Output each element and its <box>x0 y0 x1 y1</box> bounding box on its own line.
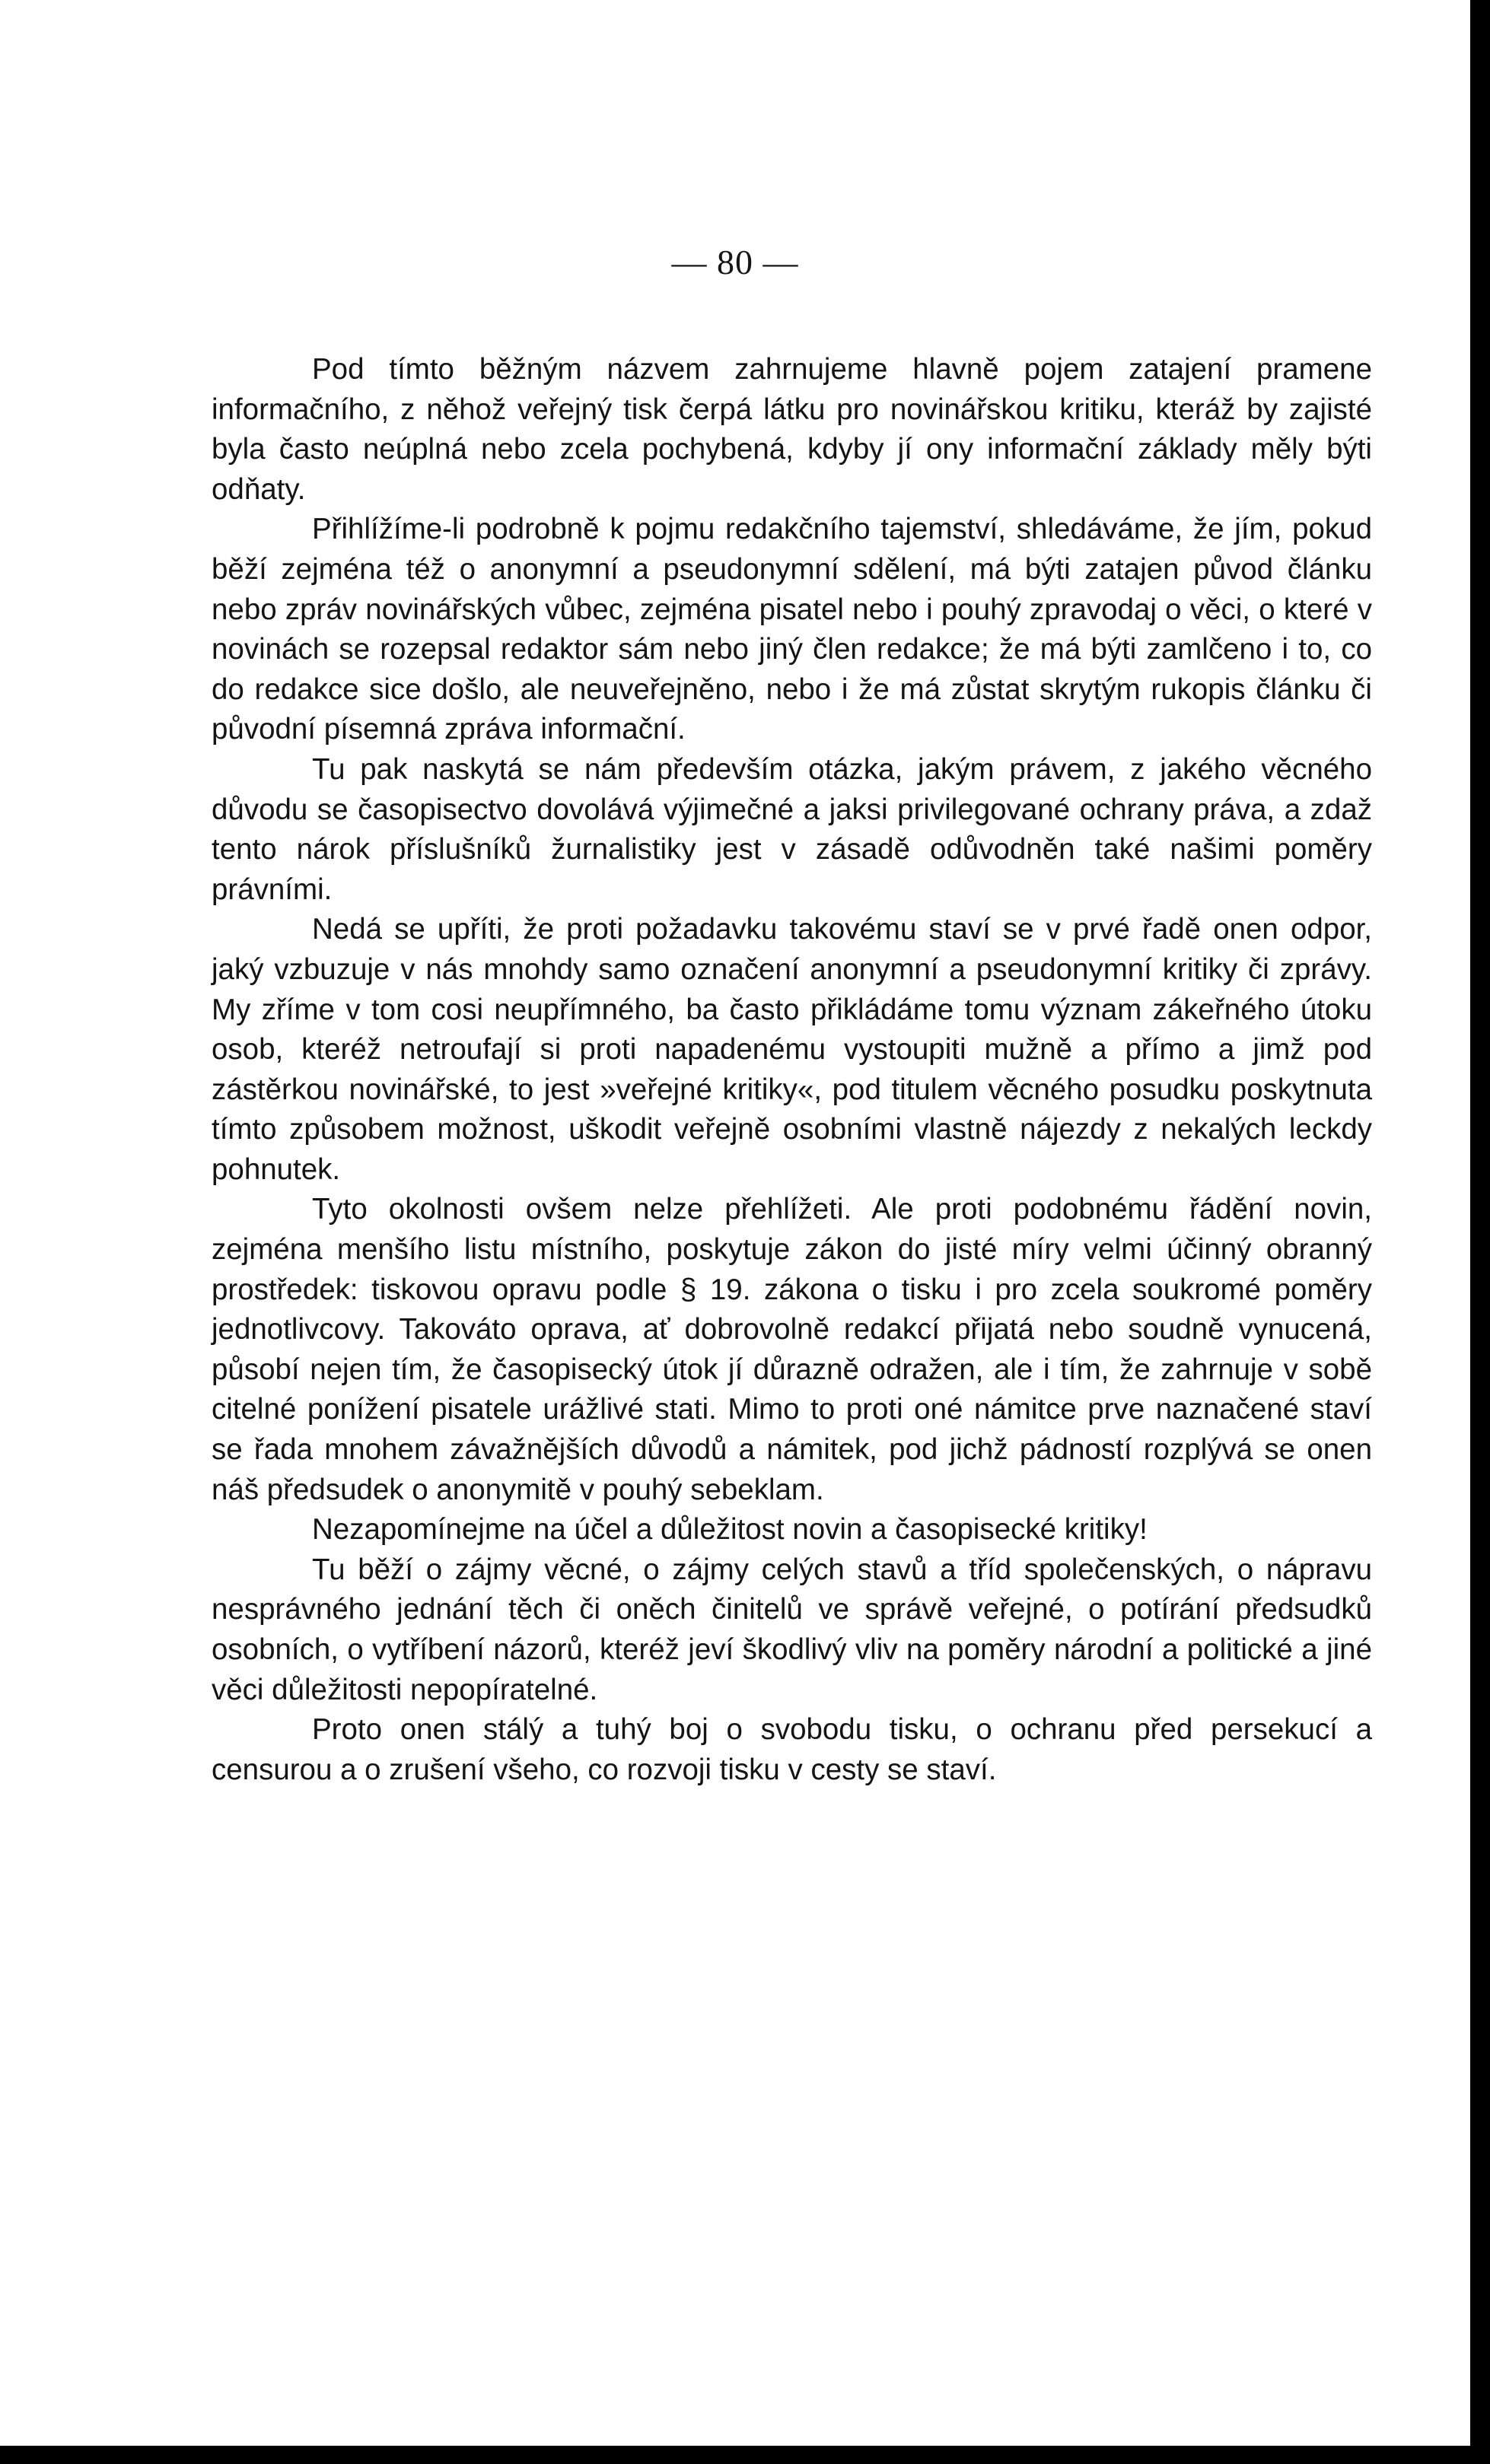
body-text <box>212 350 1372 1790</box>
paragraph-1: Pod tímto běžným názvem zahrnujeme hlavně pojem zatajení pramene informačního, z něhož veřejný tisk čerpá látku pro novinářskou kritiku, kteráž by zajisté byla často neúplná nebo zcela pochybená, kdyby jí ony informační základy měly býti odňaty. <box>212 353 1372 506</box>
paragraph-4: Nedá se upříti, že proti požadavku takovému staví se v prvé řadě onen odpor, jaký vzbuzuje v nás mnohdy samo označení anonymní a pseudonymní kritiky či zprávy. My zříme v tom cosi neupřímného, ba často přikládáme tomu význam zákeřného útoku osob, kteréž netroufají si proti napadenému vystoupiti mužně a přímo a jimž pod zástěrkou novinářské, to jest »veřejné kritiky«, pod titulem věcného posudku poskytnuta tímto způsobem možnost, uškodit veřejně osobními vlastně nájezdy z nekalých leckdy pohnutek. <box>212 913 1372 1186</box>
paragraph-3: Tu pak naskytá se nám především otázka, jakým právem, z jakého věcného důvodu se časopisectvo dovolává výjimečné a jaksi privilegované ochrany práva, a zdaž tento nárok příslušníků žurnalistiky jest v zásadě odůvodněn také našimi poměry právními. <box>212 752 1372 906</box>
paragraph-5: Tyto okolnosti ovšem nelze přehlížeti. Ale proti podobnému řádění novin, zejména menšího listu místního, poskytuje zákon do jisté míry velmi účinný obranný prostředek: tiskovou opravu podle § 19. zákona o tisku i pro zcela soukromé poměry jednotlivcovy. Takováto oprava, ať dobrovolně redakcí přijatá nebo soudně vynucená, působí nejen tím, že časopisecký útok jí důrazně odražen, ale i tím, že zahrnuje v sobě citelné ponížení pisatele urážlivé stati. Mimo to proti oné námitce prve naznačené staví se řada mnohem závažnějších důvodů a námitek, pod jichž pádností rozplývá se onen náš předsudek o anonymitě v pouhý sebeklam. <box>212 1193 1372 1506</box>
paragraph-8: Proto onen stálý a tuhý boj o svobodu tisku, o ochranu před persekucí a censurou a o zrušení všeho, co rozvoji tisku v cesty se staví. <box>212 1713 1372 1786</box>
paragraph-2: Přihlížíme-li podrobně k pojmu redakčního tajemství, shledáváme, že jím, pokud běží zejména též o anonymní a pseudonymní sdělení, má býti zatajen původ článku nebo zpráv novinářských vůbec, zejména pisatel nebo i pouhý zpravodaj o věci, o které v novinách se rozepsal redaktor sám nebo jiný člen redakce; že má býti zamlčeno i to, co do redakce sice došlo, ale neuveřejněno, nebo i že má zůstat skrytým rukopis článku či původní písemná zpráva informační. <box>212 513 1372 746</box>
paragraph-6: Nezapomínejme na účel a důležitost novin a časopisecké kritiky! <box>312 1513 1148 1547</box>
paragraph-7: Tu běží o zájmy věcné, o zájmy celých stavů a tříd společenských, o nápravu nesprávného jednání těch či oněch činitelů ve správě veřejné, o potírání předsudků osobních, o vytříbení názorů, kteréž jeví škodlivý vliv na poměry národní a politické a jiné věci důležitosti nepopíratelné. <box>212 1553 1372 1706</box>
page-number: — 80 — <box>671 243 799 281</box>
